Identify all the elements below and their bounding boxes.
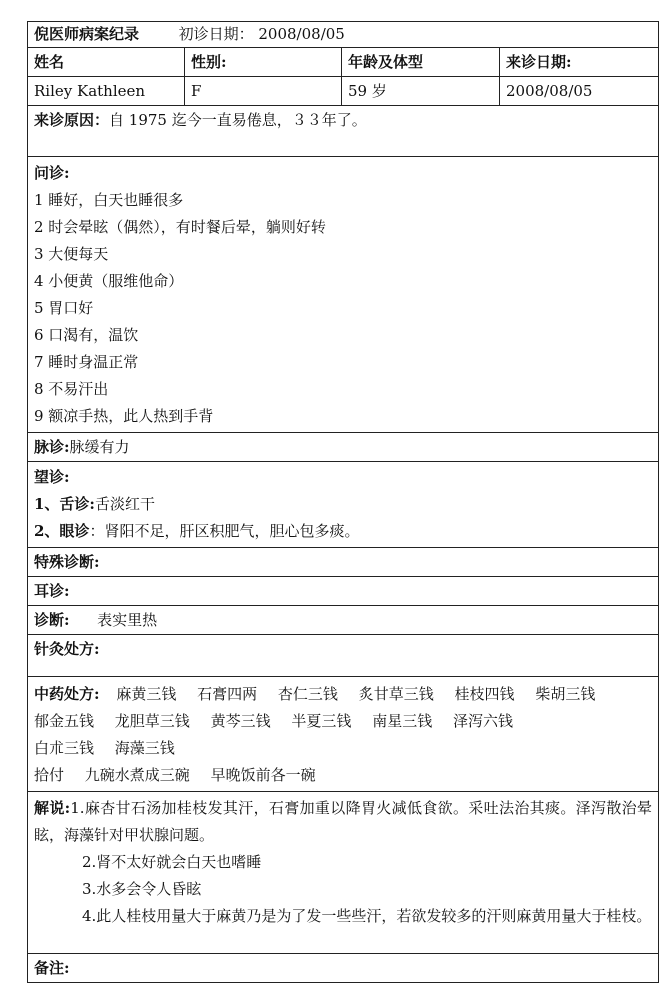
special-row [28, 548, 659, 577]
pulse-row [28, 433, 659, 462]
decoction-method: 九碗水煮成三碗 [84, 766, 190, 784]
herb-item: 炙甘草三钱 [358, 685, 434, 703]
explanation-label: 解说: [34, 799, 71, 817]
patient-age: 59 岁 [342, 77, 500, 106]
herb-item: 泽泻六钱 [452, 712, 513, 730]
remarks-row [28, 954, 659, 983]
explanation-p2: 2.肾不太好就会白天也嗜睡 [82, 853, 262, 871]
herbal-row [28, 677, 659, 792]
inquiry-item: 2 时会晕眩（偶然），有时餐后晕，躺则好转 [34, 218, 326, 236]
patient-sex: F [185, 77, 342, 106]
tongue-label: 1、舌诊: [34, 495, 95, 513]
inquiry-item: 7 睡时身温正常 [34, 353, 139, 371]
herb-item: 南星三钱 [372, 712, 433, 730]
inquiry-item: 6 口渴有，温饮 [34, 326, 139, 344]
dosing-schedule: 早晚饭前各一碗 [210, 766, 316, 784]
diagnosis-label: 诊断: [34, 611, 70, 629]
herbal-label: 中药处方: [34, 685, 100, 703]
herb-item: 海藻三钱 [114, 739, 175, 757]
observation-label: 望诊: [34, 468, 70, 486]
observation-row [28, 462, 659, 548]
age-label: 年龄及体型 [342, 48, 500, 77]
eye-label: 2、眼诊 [34, 522, 90, 540]
reason-label: 来诊原因： [34, 111, 110, 129]
reason-text: 自 1975 迄今一直易倦息，３３年了。 [109, 111, 367, 129]
explanation-p1: 1.麻杏甘石汤加桂枝发其汗，石膏加重以降胃火减低食欲。采吐法治其痰。泽泻散治晕眩，海藻针对甲状腺问题。 [34, 799, 653, 844]
herb-item: 杏仁三钱 [277, 685, 338, 703]
patient-values-row [28, 77, 659, 106]
inquiry-item: 1 睡好，白天也睡很多 [34, 191, 184, 209]
header-row [28, 22, 659, 48]
herb-item: 郁金五钱 [34, 712, 95, 730]
herb-item: 黄芩三钱 [210, 712, 271, 730]
patient-header-row [28, 48, 659, 77]
remarks-label: 备注: [28, 954, 659, 983]
special-label: 特殊诊断: [28, 548, 659, 577]
acupuncture-label: 针灸处方: [28, 635, 659, 677]
medical-record-table [27, 21, 659, 983]
name-label: 姓名 [28, 48, 185, 77]
sex-label: 性别: [185, 48, 342, 77]
diagnosis-text: 表实里热 [97, 611, 158, 629]
inquiry-item: 8 不易汗出 [34, 380, 109, 398]
record-title: 倪医师病案纪录 [34, 25, 140, 43]
inquiry-item: 3 大便每天 [34, 245, 109, 263]
dose-count: 拾付 [34, 766, 65, 784]
inquiry-row [28, 157, 659, 433]
herb-item: 白朮三钱 [34, 739, 95, 757]
patient-visit-date: 2008/08/05 [500, 77, 659, 106]
explanation-p4: 4.此人桂枝用量大于麻黄乃是为了发一些些汗，若欲发较多的汗则麻黄用量大于桂枝。 [82, 907, 652, 925]
herb-item: 龙胆草三钱 [114, 712, 190, 730]
herb-item: 半夏三钱 [291, 712, 352, 730]
eye-text: ：肾阳不足，肝区积肥气，胆心包多痰。 [89, 522, 360, 540]
inquiry-item: 4 小便黄（服维他命） [34, 272, 184, 290]
pulse-label: 脉诊: [34, 438, 70, 456]
explanation-row [28, 792, 659, 954]
tongue-text: 舌淡红干 [94, 495, 155, 513]
first-visit-date: 2008/08/05 [258, 25, 345, 43]
patient-name: Riley Kathleen [28, 77, 185, 106]
herb-item: 石膏四两 [197, 685, 258, 703]
inquiry-item: 9 额凉手热，此人热到手背 [34, 407, 214, 425]
herb-item: 麻黄三钱 [116, 685, 177, 703]
explanation-p3: 3.水多会令人昏眩 [82, 880, 202, 898]
ear-row [28, 577, 659, 606]
pulse-text: 脉缓有力 [69, 438, 130, 456]
diagnosis-row [28, 606, 659, 635]
ear-label: 耳诊: [28, 577, 659, 606]
inquiry-item: 5 胃口好 [34, 299, 94, 317]
first-visit-label: 初诊日期： [178, 25, 254, 43]
inquiry-label: 问诊: [34, 164, 70, 182]
herb-item: 柴胡三钱 [535, 685, 596, 703]
acupuncture-row [28, 635, 659, 677]
herb-item: 桂枝四钱 [454, 685, 515, 703]
reason-row [28, 106, 659, 157]
visit-date-label: 来诊日期: [500, 48, 659, 77]
